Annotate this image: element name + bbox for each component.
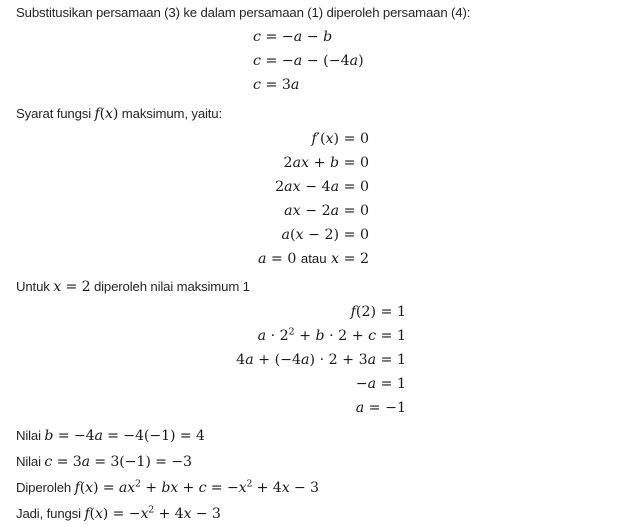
equation-block-derivative bbox=[0, 127, 369, 271]
nilai-c-math: c = 3a = 3(−1) = −3 bbox=[44, 454, 192, 470]
syarat-line bbox=[16, 101, 623, 127]
equation-line bbox=[0, 199, 369, 223]
jadi-label: Jadi, fungsi bbox=[16, 506, 85, 521]
equation-deriv-5: a(x − 2) = 0 bbox=[281, 227, 369, 243]
diperoleh-math: $f(x) = ax^2$ + bx + $c = -x^2 + 4x - 3$ bbox=[74, 478, 319, 496]
equation-block-c bbox=[0, 25, 623, 97]
equation-c-1: c = −a − b bbox=[253, 29, 333, 45]
equation-line bbox=[253, 25, 623, 49]
equation-deriv-3: 2ax − 4a = 0 bbox=[275, 179, 369, 195]
nilai-b-label: Nilai bbox=[16, 428, 45, 443]
equation-block-value bbox=[0, 300, 406, 420]
nilai-b-math: b = −4a = −4(−1) = 4 bbox=[44, 428, 205, 444]
equation-c-2: c = −a − (−4a) bbox=[253, 53, 364, 69]
nilai-c-label: Nilai bbox=[16, 454, 45, 469]
untuk-math: x = 2 bbox=[53, 279, 91, 295]
equation-line bbox=[253, 73, 623, 97]
nilai-b-line bbox=[16, 423, 623, 449]
equation-val-4: −a = 1 bbox=[355, 376, 406, 392]
intro-line: Substitusikan persamaan (3) ke dalam persamaan (1) diperoleh persamaan (4): bbox=[16, 5, 471, 20]
syarat-suffix: maksimum, yaitu: bbox=[118, 106, 223, 121]
equation-line bbox=[0, 300, 406, 324]
equation-line bbox=[0, 372, 406, 396]
diperoleh-label: Diperoleh bbox=[16, 480, 75, 495]
equation-deriv-1: f′(x) = 0 bbox=[311, 131, 369, 147]
untuk-suffix: diperoleh nilai maksimum 1 bbox=[90, 279, 250, 294]
equation-c-3: c = 3a bbox=[253, 77, 300, 93]
equation-line bbox=[0, 396, 406, 420]
equation-line bbox=[0, 324, 406, 348]
equation-line bbox=[253, 49, 623, 73]
jadi-math: $f(x) = -x^2 + 4x - 3$ bbox=[84, 504, 221, 522]
equation-line bbox=[0, 223, 369, 247]
equation-line bbox=[0, 127, 369, 151]
equation-val-5: a = −1 bbox=[355, 400, 406, 416]
equation-val-1: f(2) = 1 bbox=[350, 304, 406, 320]
roman-conjunction: atau bbox=[300, 251, 327, 266]
untuk-prefix: Untuk bbox=[16, 279, 54, 294]
equation-line bbox=[0, 247, 369, 271]
equation-deriv-2: 2ax + b = 0 bbox=[283, 155, 369, 171]
nilai-c-line bbox=[16, 449, 623, 475]
equation-val-2: $a \cdot 2^2 + b \cdot 2 + c = 1$ bbox=[257, 326, 406, 344]
diperoleh-line bbox=[16, 475, 623, 501]
syarat-prefix: Syarat fungsi bbox=[16, 106, 95, 121]
equation-deriv-4: ax − 2a = 0 bbox=[284, 203, 369, 219]
equation-line bbox=[0, 175, 369, 199]
equation-deriv-6: a = 0 atau x = 2 bbox=[257, 251, 369, 267]
equation-line bbox=[0, 151, 369, 175]
untuk-line bbox=[16, 274, 623, 300]
equation-val-3: 4a + (−4a) · 2 + 3a = 1 bbox=[236, 352, 406, 368]
equation-line bbox=[0, 348, 406, 372]
syarat-math: f(x) bbox=[94, 106, 119, 122]
jadi-line bbox=[16, 501, 623, 527]
